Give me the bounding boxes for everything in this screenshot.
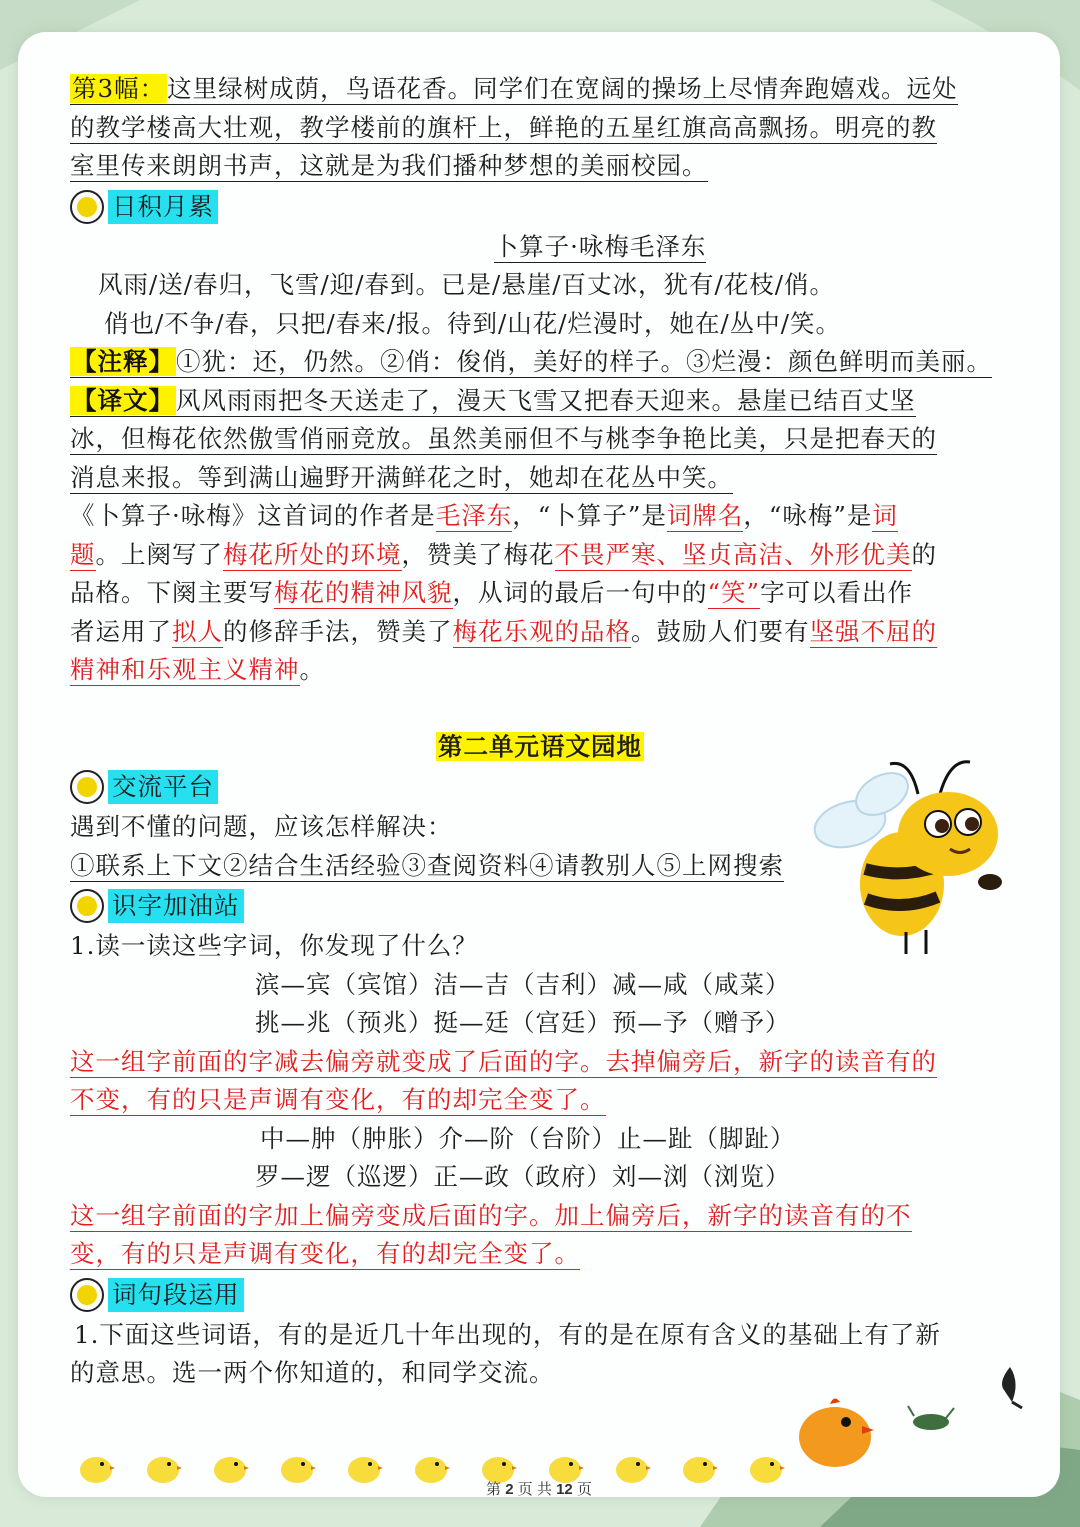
ciju-q1-line-2: 的意思。选一两个你知道的，和同学交流。 — [70, 1358, 555, 1387]
para3-text-2: 的教学楼高大壮观，教学楼前的旗杆上，鲜艳的五星红旗高高飘扬。明亮的教 — [70, 112, 937, 142]
analysis-line-4 — [70, 613, 1010, 652]
shizi-answer1-line-1 — [70, 1043, 1010, 1082]
translation-line-1 — [70, 382, 1010, 421]
answer-author: 毛泽东 — [435, 501, 513, 530]
footer-total-pages: 12 — [556, 1481, 573, 1497]
answer-environment: 梅花所处的环境 — [223, 539, 402, 569]
analysis-line-2 — [70, 536, 1010, 575]
shizi-answer2-line-1 — [70, 1197, 1010, 1236]
footer-text: 页 共 — [517, 1481, 552, 1497]
analysis-text: 品格。下阕主要写 — [70, 578, 274, 607]
translation-line-2 — [70, 420, 1010, 459]
analysis-line-5 — [70, 651, 1010, 690]
answer-citi: 词 — [872, 501, 898, 530]
cricket-illustration — [906, 1404, 956, 1434]
section-ciju-header — [70, 1275, 1010, 1315]
footer-page-number: 2 — [505, 1481, 514, 1497]
analysis-text: 者运用了 — [70, 616, 172, 646]
jiaoliu-answers: ①联系上下文②结合生活经验③查阅资料④请教别人⑤上网搜索 — [70, 850, 784, 880]
shizi-group1-line-1: 滨—宾（宾馆）洁—吉（吉利）减—咸（咸菜） — [255, 969, 791, 999]
section-ciju-title: 词句段运用 — [108, 1278, 244, 1312]
shizi-group1-line-2: 挑—兆（预兆）挺—廷（宫廷）预—予（赠予） — [255, 1008, 791, 1037]
sun-icon — [70, 1278, 104, 1312]
poem-line-2: 俏也/不争/春，只把/春来/报。待到/山花/烂漫时，她在/丛中/笑。 — [104, 308, 842, 338]
answer-unyielding: 坚强不屈的 — [809, 616, 937, 646]
footer-text: 第 — [486, 1481, 502, 1497]
answer-spirit: 梅花的精神风貌 — [274, 578, 453, 607]
footer-text: 页 — [576, 1481, 592, 1497]
analysis-text: 《卜算子·咏梅》这首词的作者是 — [70, 501, 436, 530]
sun-icon — [70, 190, 104, 224]
answer-qualities: 不畏严寒、坚贞高洁、外形优美 — [554, 539, 912, 569]
para3-line-1 — [70, 70, 1010, 109]
notes-label: 【注释】 — [72, 347, 174, 376]
page-content — [70, 70, 1010, 1393]
sun-icon — [70, 770, 104, 804]
analysis-text: 的 — [911, 539, 937, 569]
bee-illustration — [810, 754, 1020, 954]
answer-spirit-2: 精神和乐观主义精神 — [70, 655, 300, 684]
shizi-answer2-line-2 — [70, 1235, 1010, 1274]
analysis-text: 。鼓励人们要有 — [631, 616, 810, 646]
unit-title: 第二单元语文园地 — [438, 731, 642, 761]
sun-icon — [70, 889, 104, 923]
section-jiaoliu-title: 交流平台 — [108, 770, 218, 804]
answer-optimism: 梅花乐观的品格 — [452, 616, 631, 646]
shizi-answer1-line-2 — [70, 1081, 1010, 1120]
poem-title: 卜算子·咏梅毛泽东 — [493, 231, 707, 261]
para3-label: 第3幅： — [72, 74, 166, 103]
translation-text-1: 风风雨雨把冬天送走了，漫天飞雪又把春天迎来。悬崖已结百丈坚 — [176, 385, 916, 415]
chick-big-illustration — [790, 1392, 880, 1472]
analysis-text: ，“卜算子”是 — [512, 501, 667, 530]
poem-title-line — [70, 228, 1010, 267]
analysis-text: ，从词的最后一句中的 — [452, 578, 708, 607]
answer-citi-2: 题 — [70, 539, 96, 569]
analysis-text: ，赞美了梅花 — [401, 539, 555, 569]
shizi-answer1-text-1: 这一组字前面的字减去偏旁就变成了后面的字。去掉偏旁后，新字的读音有的 — [70, 1046, 937, 1076]
answer-cipai: 词牌名 — [666, 501, 744, 530]
analysis-text: 的修辞手法，赞美了 — [223, 616, 453, 646]
ciju-q1-line-1: 1.下面这些词语，有的是近几十年出现的，有的是在原有含义的基础上有了新 — [74, 1319, 941, 1349]
jiaoliu-question: 遇到不懂的问题，应该怎样解决： — [70, 812, 453, 841]
shizi-q1: 1.读一读这些字词，你发现了什么？ — [70, 931, 478, 960]
analysis-text: 。 — [299, 655, 325, 684]
shizi-answer1-text-2: 不变，有的只是声调有变化，有的却完全变了。 — [70, 1085, 606, 1114]
para3-line-2 — [70, 109, 1010, 148]
analysis-text: ，“咏梅”是 — [743, 501, 873, 530]
analysis-line-3 — [70, 574, 1010, 613]
notes-text: ①犹：还，仍然。②俏：俊俏，美好的样子。③烂漫：颜色鲜明而美丽。 — [176, 347, 992, 376]
poem-line-1: 风雨/送/春归，飞雪/迎/春到。已是/悬崖/百丈冰，犹有/花枝/俏。 — [98, 270, 836, 299]
shizi-answer2-text-1: 这一组字前面的字加上偏旁变成后面的字。加上偏旁后，新字的读音有的不 — [70, 1200, 912, 1230]
section-shizi-title: 识字加油站 — [108, 889, 244, 923]
shizi-group2-line-1: 中—肿（肿胀）介—阶（台阶）止—趾（脚趾） — [260, 1123, 796, 1153]
answer-personification: 拟人 — [172, 616, 223, 646]
answer-xiao: “笑” — [707, 578, 761, 607]
analysis-text: 字可以看出作 — [760, 578, 914, 607]
para3-line-3 — [70, 147, 1010, 186]
para3-text-3: 室里传来朗朗书声，这就是为我们播种梦想的美丽校园。 — [70, 151, 708, 180]
translation-text-2: 冰，但梅花依然傲雪俏丽竞放。虽然美丽但不与桃李争艳比美，只是把春天的 — [70, 424, 937, 453]
page-sheet — [18, 32, 1060, 1497]
analysis-line-1 — [70, 497, 1010, 536]
shizi-answer2-text-2: 变，有的只是声调有变化，有的却完全变了。 — [70, 1239, 580, 1268]
analysis-text: 。上阕写了 — [95, 539, 223, 569]
page-footer — [18, 1478, 1060, 1497]
translation-text-3: 消息来报。等到满山遍野开满鲜花之时，她却在花丛中笑。 — [70, 462, 733, 492]
translation-label: 【译文】 — [72, 385, 174, 415]
section-riji-title: 日积月累 — [108, 190, 218, 224]
para3-text-1: 这里绿树成荫，鸟语花香。同学们在宽阔的操场上尽情奔跑嬉戏。远处 — [167, 74, 958, 103]
shizi-group2-line-2: 罗—逻（巡逻）正—政（政府）刘—浏（浏览） — [255, 1162, 791, 1191]
notes-line — [70, 343, 1010, 382]
swallow-illustration — [990, 1362, 1030, 1412]
section-riji-header — [70, 187, 1010, 227]
translation-line-3 — [70, 459, 1010, 498]
